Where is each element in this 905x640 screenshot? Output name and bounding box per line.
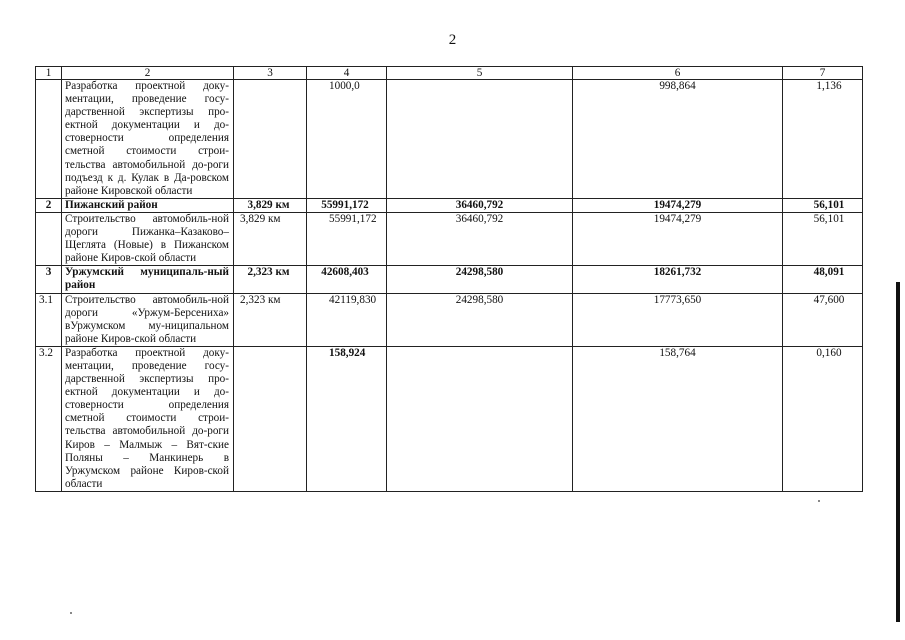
row-number: 3 [36, 266, 62, 293]
amount-col5 [387, 346, 573, 491]
table-row [36, 212, 863, 265]
header-cell: 1 [36, 67, 62, 80]
amount-col7: 48,091 [783, 266, 863, 293]
header-row [36, 67, 863, 80]
amount-col6: 18261,732 [573, 266, 783, 293]
object-name: Пижанский район [62, 198, 234, 212]
object-name: Разработка проектной доку-ментации, проведение госу-дарственной экспертизы про-ектной документации и до-стоверности определения сметной стоимости строи-тельства автомобильной до-роги подъезд к д. Кулак в Да-ровском районе Кировской области [62, 80, 234, 199]
table-row [36, 266, 863, 293]
header-cell: 7 [783, 67, 863, 80]
object-name: Строительство автомобиль-ной дороги Пижанка–Казаково–Щеглята (Новые) в Пижанском районе Киров-ской области [62, 212, 234, 265]
amount-col6: 19474,279 [573, 198, 783, 212]
amount-col7: 0,160 [783, 346, 863, 491]
total-amount: 42119,830 [307, 293, 387, 346]
total-amount: 42608,403 [307, 266, 387, 293]
total-amount: 1000,0 [307, 80, 387, 199]
amount-col7: 56,101 [783, 212, 863, 265]
amount-col6: 158,764 [573, 346, 783, 491]
length-cell: 3,829 км [234, 212, 307, 265]
table-row [36, 198, 863, 212]
length-cell [234, 346, 307, 491]
total-amount: 55991,172 [307, 198, 387, 212]
amount-col7: 47,600 [783, 293, 863, 346]
amount-col6: 19474,279 [573, 212, 783, 265]
amount-col5: 36460,792 [387, 212, 573, 265]
table-row [36, 293, 863, 346]
length-cell [234, 80, 307, 199]
row-number [36, 80, 62, 199]
length-cell: 2,323 км [234, 293, 307, 346]
amount-col6: 17773,650 [573, 293, 783, 346]
scan-speck [818, 500, 820, 502]
header-cell: 3 [234, 67, 307, 80]
table-row [36, 80, 863, 199]
row-number: 3.2 [36, 346, 62, 491]
header-cell: 4 [307, 67, 387, 80]
amount-col5: 24298,580 [387, 293, 573, 346]
scan-speck [70, 612, 72, 614]
object-name: Разработка проектной доку-ментации, проведение госу-дарственной экспертизы про-ектной документации и до-стоверности определения сметной стоимости строи-тельства автомобильной до-роги Киров – Малмыж – Вят-ские Поляны – Манкинерь в Уржумском районе Киров-ской области [62, 346, 234, 491]
header-cell: 5 [387, 67, 573, 80]
amount-col7: 1,136 [783, 80, 863, 199]
total-amount: 158,924 [307, 346, 387, 491]
row-number: 2 [36, 198, 62, 212]
length-cell: 3,829 км [234, 198, 307, 212]
amount-col5: 36460,792 [387, 198, 573, 212]
length-cell: 2,323 км [234, 266, 307, 293]
table-row [36, 346, 863, 491]
header-cell: 2 [62, 67, 234, 80]
budget-table [35, 66, 863, 492]
page-number: 2 [448, 32, 457, 48]
object-name: Уржумский муниципаль-ный район [62, 266, 234, 293]
total-amount: 55991,172 [307, 212, 387, 265]
scan-edge-line [896, 282, 900, 622]
amount-col7: 56,101 [783, 198, 863, 212]
object-name: Строительство автомобиль-ной дороги «Уржум-Берсениха» вУржумском му-ниципальном районе Киров-ской области [62, 293, 234, 346]
header-cell: 6 [573, 67, 783, 80]
row-number: 3.1 [36, 293, 62, 346]
amount-col6: 998,864 [573, 80, 783, 199]
amount-col5 [387, 80, 573, 199]
amount-col5: 24298,580 [387, 266, 573, 293]
row-number [36, 212, 62, 265]
